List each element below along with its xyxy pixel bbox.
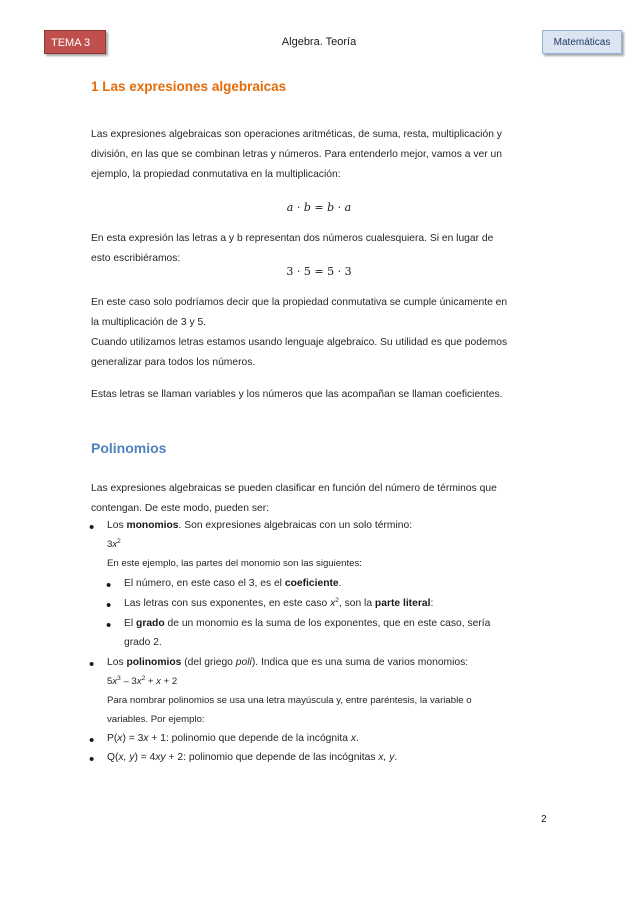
paragraph-clasificacion <box>91 479 551 519</box>
paragraph-letras <box>91 229 551 269</box>
tema-tab: TEMA 3 <box>44 30 106 54</box>
sublist-item-parte-literal: Las letras con sus exponentes, en este caso $x^2$, son la parte literal: <box>124 597 434 609</box>
polinomio-naming-line: variables. Por ejemplo: <box>107 714 205 725</box>
text-line: la multiplicación de 3 y 5. <box>91 317 207 328</box>
header-title: Algebra. Teoría <box>281 36 357 48</box>
paragraph-intro <box>91 125 551 185</box>
text-line: Las expresiones algebraicas se pueden clasificar en función del número de términos que <box>91 483 497 494</box>
sublist-item-coeficiente: El número, en este caso el 3, es el coeficiente. <box>124 578 342 589</box>
formula-conmutativa-letras: a · b = b · a <box>286 201 352 214</box>
paragraph-variables <box>91 385 551 405</box>
monomio-example: $3x^2$ <box>107 538 121 550</box>
text-line: Cuando utilizamos letras estamos usando lenguaje algebraico. Su utilidad es que podemos <box>91 337 508 348</box>
formula-conmutativa-numeros: 3 · 5 = 5 · 3 <box>286 265 352 278</box>
example-q-xy: Q(x, y) = 4xy + 2: polinomio que depende de las incógnitas x, y. <box>107 752 398 763</box>
list-item-monomios: Los monomios. Son expresiones algebraicas con un solo término: <box>107 520 413 531</box>
list-item-polinomios: Los polinomios (del griego poli). Indica que es una suma de varios monomios: <box>107 657 469 668</box>
polinomio-example: $5x^3 - 3x^2 + x + 2$ <box>107 675 178 687</box>
section-heading-expresiones: 1 Las expresiones algebraicas <box>91 79 287 94</box>
text-line: Estas letras se llaman variables y los números que las acompañan se llaman coeficientes. <box>91 389 503 400</box>
page-number: 2 <box>541 814 547 825</box>
text-line: esto escribiéramos: <box>91 253 181 264</box>
monomio-parts-intro: En este ejemplo, las partes del monomio son las siguientes: <box>107 558 362 569</box>
bullet-icon: • <box>89 519 95 536</box>
text-line: generalizar para todos los números. <box>91 357 256 368</box>
bullet-icon: • <box>89 656 95 673</box>
bullet-icon: • <box>89 751 95 768</box>
sublist-item-grado-cont: grado 2. <box>124 637 162 648</box>
text-line: En esta expresión las letras a y b representan dos números cualesquiera. Si en lugar de <box>91 233 494 244</box>
text-line: división, en las que se combinan letras y números. Para entenderlo mejor, vamos a ver un <box>91 149 502 160</box>
example-p-x: P(x) = 3x + 1: polinomio que depende de la incógnita x. <box>107 733 359 744</box>
bullet-icon: • <box>106 597 112 614</box>
section-heading-polinomios: Polinomios <box>91 440 167 456</box>
text-line: Las expresiones algebraicas son operaciones aritméticas, de suma, resta, multiplicación y <box>91 129 502 140</box>
bullet-icon: • <box>89 732 95 749</box>
text-line: ejemplo, la propiedad conmutativa en la multiplicación: <box>91 169 341 180</box>
text-line: En este caso solo podríamos decir que la propiedad conmutativa se cumple únicamente en <box>91 297 508 308</box>
sublist-item-grado: El grado de un monomio es la suma de los exponentes, que en este caso, sería <box>124 618 491 629</box>
paragraph-caso-numeros <box>91 293 551 373</box>
subject-tab: Matemáticas <box>542 30 622 54</box>
bullet-icon: • <box>106 577 112 594</box>
text-line: contengan. De este modo, pueden ser: <box>91 503 270 514</box>
polinomio-naming-line: Para nombrar polinomios se usa una letra mayúscula y, entre paréntesis, la variable o <box>107 695 472 706</box>
bullet-icon: • <box>106 617 112 634</box>
